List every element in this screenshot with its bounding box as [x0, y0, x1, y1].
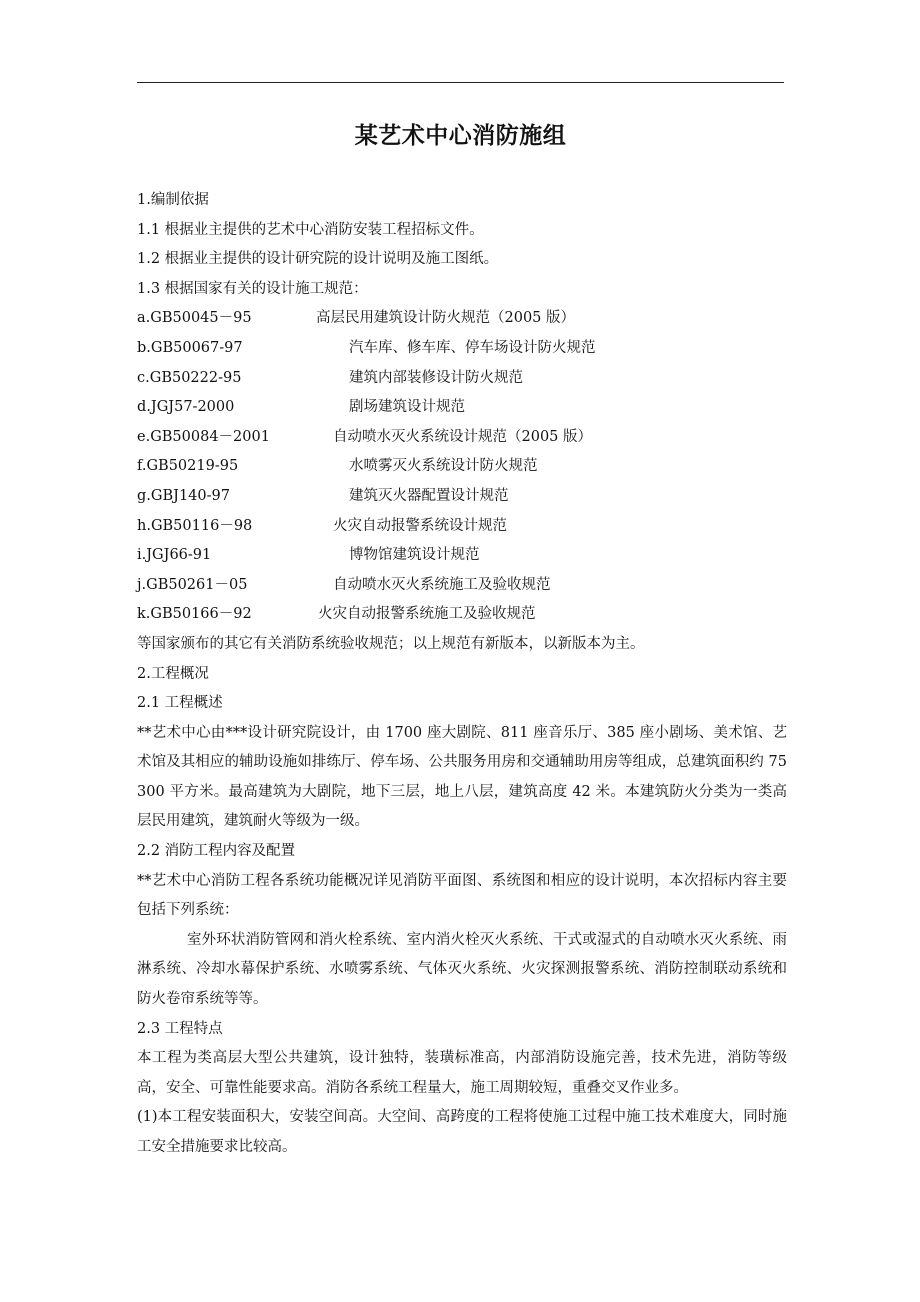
- systems-paragraph: 室外环状消防管网和消火栓系统、室内消火栓灭火系统、干式或湿式的自动喷水灭火系统、雨淋系统、冷却水幕保护系统、水喷雾系统、气体灭火系统、火灾探测报警系统、消防控制联动系统和防火卷帘系统等等。: [137, 931, 787, 1008]
- document-title: 某艺术中心消防施组: [354, 123, 567, 149]
- standard-item: [137, 541, 787, 571]
- header-rule: [137, 82, 784, 83]
- standard-item: [137, 304, 787, 334]
- standard-code: d.JGJ57-2000: [137, 399, 235, 416]
- standard-item: [137, 571, 787, 601]
- subsection-heading: 2.1 工程概述: [137, 695, 223, 712]
- standard-code: c.GB50222-95: [137, 369, 242, 386]
- standard-code: b.GB50067-97: [137, 339, 243, 356]
- standard-item: [137, 452, 787, 482]
- scope-paragraph: **艺术中心消防工程各系统功能概况详见消防平面图、系统图和相应的设计说明，本次招标内容主要包括下列系统：: [137, 872, 787, 919]
- standard-name: 建筑内部装修设计防火规范: [349, 369, 523, 386]
- standard-item: [137, 482, 787, 512]
- section-heading: 2.工程概况: [137, 665, 209, 682]
- standard-code: a.GB50045－95: [137, 310, 252, 327]
- document-body: [137, 186, 787, 1163]
- standard-name: 剧场建筑设计规范: [349, 399, 465, 416]
- standard-code: j.GB50261－05: [137, 576, 248, 593]
- standard-code: k.GB50166－92: [137, 606, 252, 623]
- subsection-heading: 2.2 消防工程内容及配置: [137, 843, 296, 860]
- subsection-heading: 2.3 工程特点: [137, 1020, 223, 1037]
- standard-name: 火灾自动报警系统设计规范: [333, 517, 507, 534]
- features-paragraph: 本工程为类高层大型公共建筑，设计独特，装璜标准高，内部消防设施完善，技术先进，消防等级高，安全、可靠性能要求高。消防各系统工程量大，施工周期较短，重叠交叉作业多。: [137, 1050, 787, 1096]
- section-heading: 1.编制依据: [137, 192, 209, 208]
- standard-name: 自动喷水灭火系统设计规范（2005 版）: [333, 428, 593, 445]
- standard-code: f.GB50219-95: [137, 458, 239, 475]
- standard-name: 自动喷水灭火系统施工及验收规范: [333, 576, 551, 593]
- standard-name: 建筑灭火器配置设计规范: [349, 487, 509, 504]
- basis-item: 1.3 根据国家有关的设计施工规范：: [137, 280, 368, 297]
- standard-item: [137, 393, 787, 423]
- standard-item: [137, 512, 787, 542]
- standard-name: 汽车库、修车库、停车场设计防火规范: [349, 339, 596, 356]
- overview-paragraph: **艺术中心由***设计研究院设计，由 1700 座大剧院、811 座音乐厅、385 座小剧场、美术馆、艺术馆及其相应的辅助设施如排练厅、停车场、公共服务用房和交通辅助用房等组成，总建筑面积约 75300 平方米。最高建筑为大剧院，地下三层，地上八层，建筑高度 42 米。本建筑防火分类为一类高层民用建筑，建筑耐火等级为一级。: [137, 724, 787, 830]
- standard-name: 火灾自动报警系统施工及验收规范: [318, 606, 536, 623]
- standard-item: [137, 423, 787, 453]
- standards-note: 等国家颁布的其它有关消防系统验收规范；以上规范有新版本，以新版本为主。: [137, 635, 645, 652]
- standard-code: h.GB50116－98: [137, 517, 253, 534]
- standard-name: 高层民用建筑设计防火规范（2005 版）: [316, 310, 576, 327]
- basis-item: 1.1 根据业主提供的艺术中心消防安装工程招标文件。: [137, 221, 484, 238]
- standard-item: [137, 334, 787, 364]
- standard-name: 水喷雾灭火系统设计防火规范: [349, 458, 538, 475]
- standard-code: e.GB50084－2001: [137, 428, 270, 445]
- standard-item: [137, 364, 787, 394]
- standard-item: [137, 600, 787, 630]
- standard-code: i.JGJ66-91: [137, 547, 212, 564]
- standard-code: g.GBJ140-97: [137, 487, 230, 504]
- basis-item: 1.2 根据业主提供的设计研究院的设计说明及施工图纸。: [137, 251, 499, 268]
- feature-item: (1)本工程安装面积大，安装空间高。大空间、高跨度的工程将使施工过程中施工技术难度大，同时施工安全措施要求比较高。: [137, 1109, 787, 1155]
- standard-name: 博物馆建筑设计规范: [349, 547, 480, 564]
